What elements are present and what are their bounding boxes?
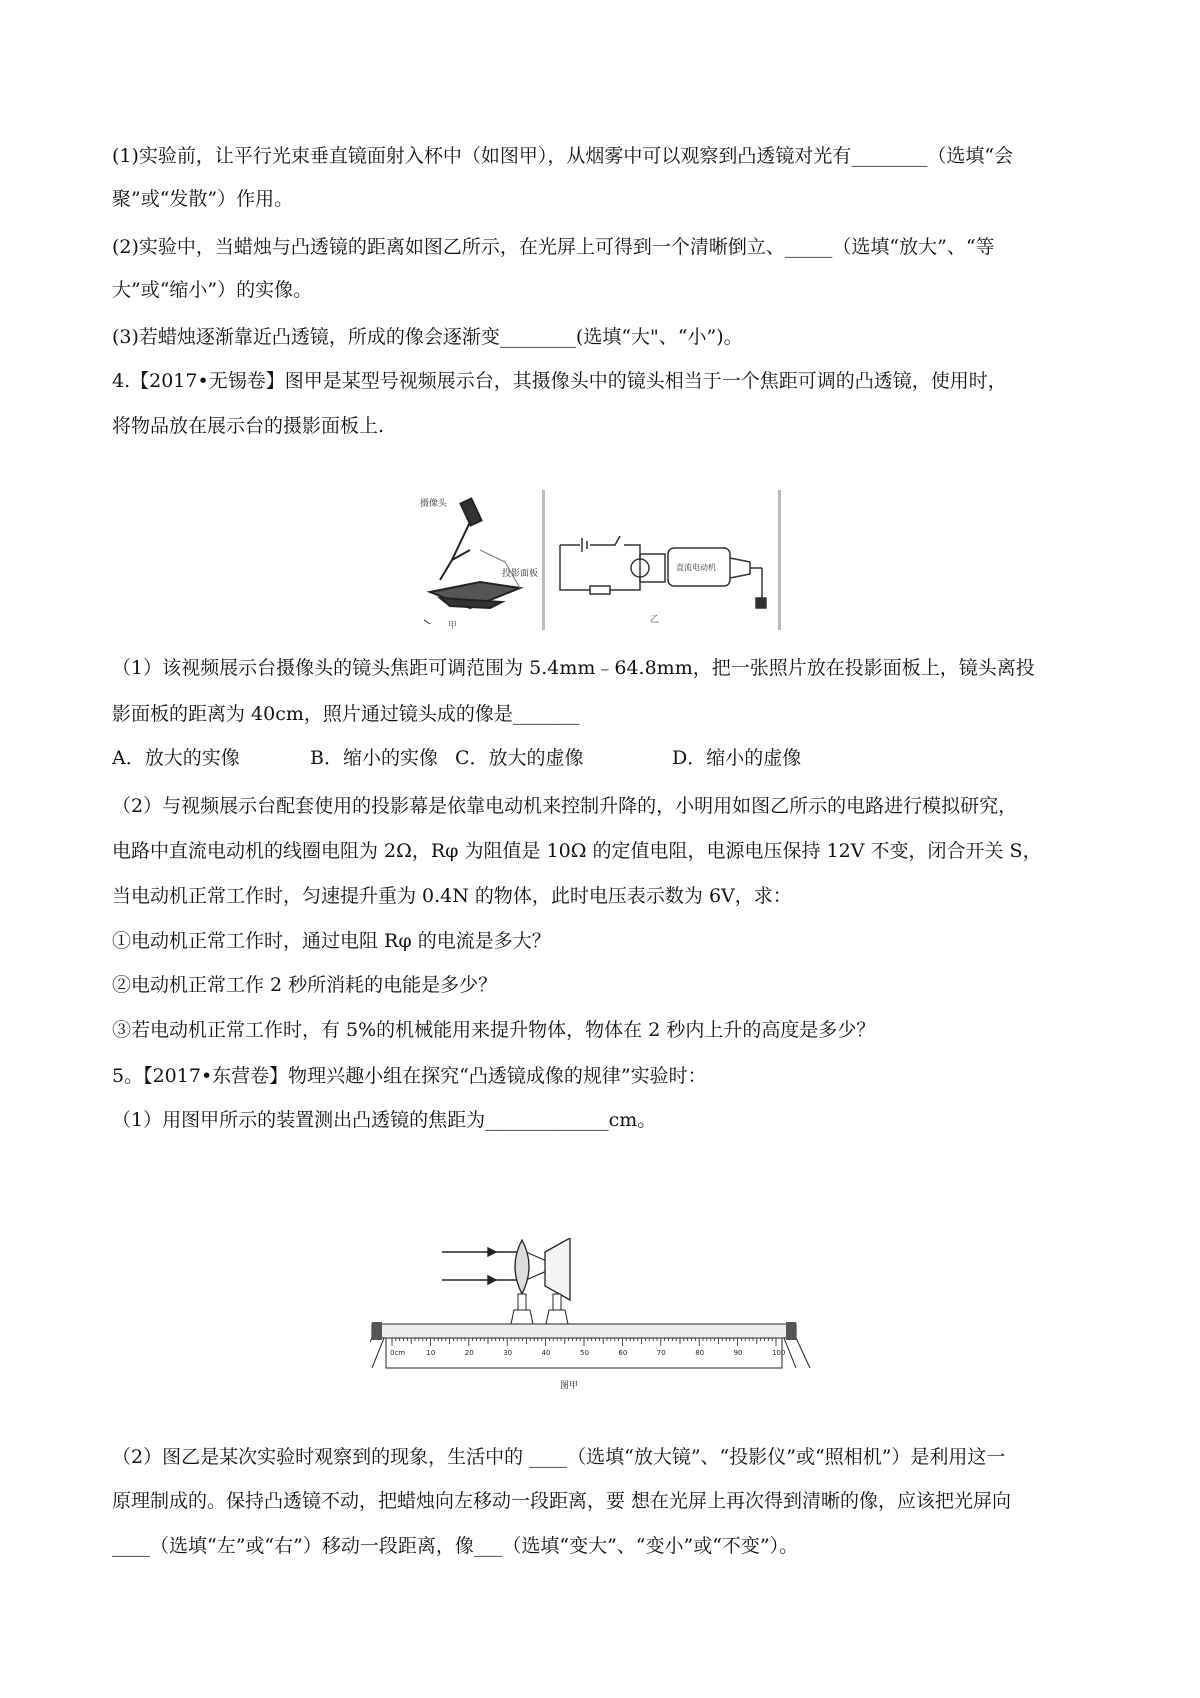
figure-caption: 图甲 — [560, 1381, 579, 1391]
q5-part2-line3: ____（选填“左”或“右”）移动一段距离，像___（选填“变大”、“变小”或“不变”）。 — [112, 1535, 799, 1557]
ruler-tick-label: 10 — [426, 1349, 436, 1357]
q4-option-a: A．放大的实像 — [112, 747, 240, 769]
ruler-tick-label: 0cm — [390, 1349, 406, 1357]
ruler-tick-label: 90 — [733, 1349, 743, 1357]
q4-subquestion-2: ②电动机正常工作 2 秒所消耗的电能是多少？ — [112, 974, 498, 996]
label-camera: 摄像头 — [420, 499, 448, 509]
q4-option-d: D．缩小的虚像 — [672, 747, 802, 769]
label-motor: 直流电动机 — [676, 563, 716, 572]
figure-q4 — [410, 490, 790, 630]
q3-part2-line2: 大”或“缩小”）的实像。 — [112, 279, 313, 301]
ruler-tick-label: 70 — [656, 1349, 666, 1357]
q5-part1: （1）用图甲所示的装置测出凸透镜的焦距为_____________cm。 — [112, 1109, 657, 1131]
q5-part2-line1: （2）图乙是某次实验时观察到的现象，生活中的 ____（选填“放大镜”、“投影仪”或“照相机”）是利用这一 — [112, 1446, 1006, 1468]
q5-part2-line2: 原理制成的。保持凸透镜不动，把蜡烛向左移动一段距离，要 想在光屏上再次得到清晰的像，应该把光屏向 — [112, 1490, 1012, 1512]
ruler-tick-label: 50 — [580, 1349, 589, 1357]
convex-lens — [515, 1240, 529, 1294]
q4-part1-line1: （1）该视频展示台摄像头的镜头焦距可调范围为 5.4mm﹣64.8mm，把一张照片放在投影面板上，镜头离投 — [112, 657, 1035, 679]
label-jia: 甲 — [448, 621, 458, 630]
light-screen — [545, 1238, 570, 1300]
ruler-tick-label: 60 — [618, 1349, 628, 1357]
q4-subquestion-1: ①电动机正常工作时，通过电阻 Rφ 的电流是多大？ — [112, 930, 551, 952]
figure-q5-optical-bench — [370, 1238, 820, 1408]
label-panel: 投影面板 — [502, 569, 539, 579]
ruler-tick-label: 20 — [464, 1349, 474, 1357]
q4-subquestion-3: ③若电动机正常工作时，有 5%的机械能用来提升物体，物体在 2 秒内上升的高度是多少？ — [112, 1019, 876, 1041]
ruler-tick-label: 100 — [772, 1349, 786, 1357]
q4-stem-line2: 将物品放在展示台的摄影面板上. — [112, 415, 385, 437]
q4-part2-line1: （2）与视频展示台配套使用的投影幕是依靠电动机来控制升降的，小明用如图乙所示的电路进行模拟研究， — [112, 795, 1018, 817]
q4-stem-line1: 4.【2017•无锡卷】图甲是某型号视频展示台，其摄像头中的镜头相当于一个焦距可调的凸透镜，使用时， — [112, 370, 1007, 392]
q3-part2-line1: (2)实验中，当蜡烛与凸透镜的距离如图乙所示，在光屏上可得到一个清晰倒立、_____（选填“放大”、“等 — [112, 236, 995, 258]
ruler-tick-label: 40 — [541, 1349, 551, 1357]
circuit-diagram — [560, 536, 766, 608]
q4-option-c: C．放大的虚像 — [455, 747, 584, 769]
q4-part2-line2: 电路中直流电动机的线圈电阻为 2Ω，Rφ 为阻值是 10Ω 的定值电阻，电源电压保持 12V 不变，闭合开关 S， — [112, 840, 1042, 862]
q3-part3: (3)若蜡烛逐渐靠近凸透镜，所成的像会逐渐变________(选填“大"、“小”)。 — [112, 326, 743, 348]
q3-part1-line1: (1)实验前，让平行光束垂直镜面射入杯中（如图甲），从烟雾中可以观察到凸透镜对光有________（选填“会 — [112, 145, 1014, 167]
q4-part1-line2: 影面板的距离为 40cm，照片通过镜头成的像是_______ — [112, 703, 580, 725]
q5-stem: 5。【2017•东营卷】物理兴趣小组在探究“凸透镜成像的规律”实验时： — [112, 1065, 707, 1087]
ruler-tick-label: 80 — [695, 1349, 705, 1357]
ruler-tick-label: 30 — [503, 1349, 513, 1357]
q3-part1-line2: 聚”或“发散”）作用。 — [112, 188, 294, 210]
q4-part2-line3: 当电动机正常工作时，匀速提升重为 0.4N 的物体，此时电压表示数为 6V，求： — [112, 885, 792, 907]
q4-option-b: B．缩小的实像 — [310, 747, 438, 769]
parallel-light-rays — [442, 1248, 561, 1284]
document-camera-drawing — [424, 499, 520, 624]
label-yi: 乙 — [650, 615, 660, 625]
